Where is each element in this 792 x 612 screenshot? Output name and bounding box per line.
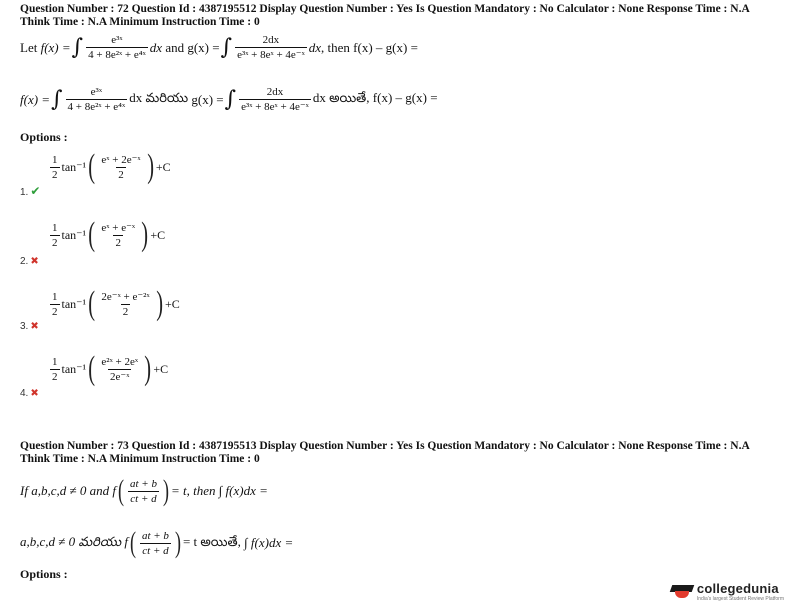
option-4-num-text: 4. [20,388,29,399]
kn-q73-rparen: ) [174,526,181,559]
option-4-rparen: ) [144,350,152,387]
option-3-func: tan⁻¹ [61,296,87,311]
option-2-number [20,256,39,267]
kn-g-label: g(x) = [191,91,224,107]
option-3-lparen: ( [88,285,96,322]
question-72-regional [20,86,438,113]
kn-integral-text: ∫ f(x)dx = [244,535,294,550]
q73-denominator: ct + d [130,492,157,505]
option-4-coef-den: 2 [52,370,58,383]
check-icon: ✔ [30,184,41,198]
g-numerator: 2dx [262,34,280,46]
option-2-coef-den: 2 [52,236,58,249]
kn-f-label: f(x) = [20,91,51,107]
kn-q73-lparen: ( [129,526,136,559]
kn-g-denominator: e³ˣ + 8eˣ + 4e⁻ˣ [241,101,309,113]
g-denominator: e³ˣ + 8eˣ + 4e⁻ˣ [237,49,305,61]
option-3-fraction [99,291,151,318]
kn-f-fraction [66,86,128,113]
option-2-coef-num: 1 [52,221,58,234]
kn-q73-numerator: at + b [141,529,169,542]
q73-rparen: ) [162,474,169,507]
dx-text: dx [149,39,163,55]
cross-icon: ✖ [30,256,39,267]
then-text: , then f(x) – g(x) = [321,39,418,55]
q73-options-label: Options : [20,567,68,581]
option-2-lparen: ( [88,216,96,253]
kn-f-numerator: e³ˣ [90,86,103,98]
option-1-lparen: ( [88,148,96,185]
option-4-fraction [99,356,140,383]
q73-numerator: at + b [129,477,157,490]
option-2-constant: +C [150,227,166,242]
question-72-english [20,34,418,61]
option-2-denominator: 2 [115,236,121,249]
option-3-constant: +C [165,296,180,311]
option-3-number [20,321,39,332]
option-2-func: tan⁻¹ [61,227,87,242]
cross-icon: ✖ [30,388,39,399]
if-text: If a,b,c,d ≠ 0 and f [20,483,116,498]
option-1-num-text: 1. [20,187,29,198]
logo-name: collegedunia [696,581,779,596]
option-4-func: tan⁻¹ [61,361,87,376]
q73-lparen: ( [117,474,124,507]
option-3-rparen: ) [155,285,163,322]
f-denominator: 4 + 8e²ˣ + e⁴ˣ [88,49,146,61]
option-2-numerator: eˣ + e⁻ˣ [101,221,136,234]
kn-g-numerator: 2dx [266,86,284,98]
option-1-number [20,184,40,198]
option-4-number [20,388,39,399]
kn-f-denominator: 4 + 8e²ˣ + e⁴ˣ [67,101,126,113]
kn-and-text: dx మరియు [129,90,189,105]
g-fraction [235,34,307,61]
cross-icon: ✖ [30,321,39,332]
option-1-constant: +C [155,159,171,174]
option-1-coef-num: 1 [52,153,58,166]
option-4-coef-num: 1 [52,355,58,368]
question-73-header: Question Number : 73 Question Id : 4387195513 Display Question Number : Yes Is Question Mandatory : No Calculator : None Response Time : N.A Think Time : N.A Minimum Instruction Time : 0 [20,440,750,465]
collegedunia-logo [670,581,784,602]
option-1-numerator: eˣ + 2e⁻ˣ [101,153,141,166]
option-1-denominator: 2 [118,168,124,181]
question-73-regional [20,526,293,560]
option-2-fraction [99,222,137,249]
option-3-numerator: 2e⁻ˣ + e⁻²ˣ [101,290,150,303]
option-4-lparen: ( [88,350,96,387]
option-3-coef-num: 1 [52,290,58,303]
kn-start-text: a,b,c,d ≠ 0 మరియు f [20,533,128,549]
option-3-num-text: 3. [20,321,29,332]
graduation-cap-icon [670,583,694,601]
option-1-func: tan⁻¹ [61,159,87,174]
options-label: Options : [20,130,68,144]
g-label: g(x) = [187,39,220,55]
q73-fraction [128,478,159,505]
question-73-english [20,474,268,508]
option-2-rparen: ) [141,216,149,253]
and-text: and [165,39,185,55]
kn-integral-sign: ∫ [51,86,63,112]
then-text: = t, then [170,483,216,498]
integral-sign: ∫ [71,34,84,60]
kn-g-fraction [239,86,311,113]
question-72-header: Question Number : 72 Question Id : 4387195512 Display Question Number : Yes Is Question Mandatory : No Calculator : None Response Time : N.A Think Time : N.A Minimum Instruction Time : 0 [20,3,750,28]
kn-tail-text: dx అయితే, f(x) – g(x) = [312,90,438,105]
f-numerator: e³ˣ [111,34,123,46]
dx-text-2: dx [308,39,322,55]
let-text: Let [20,39,38,55]
option-4-constant: +C [153,361,169,376]
kn-q73-denominator: ct + d [142,544,169,557]
f-label: f(x) = [40,39,71,55]
kn-integral-sign-2: ∫ [224,86,237,112]
option-3-coef-den: 2 [52,305,58,318]
option-2-num-text: 2. [20,256,29,267]
option-3-denominator: 2 [122,305,129,318]
option-1-rparen: ) [146,148,154,185]
option-1-fraction [99,154,142,181]
option-1-coef-den: 2 [52,168,58,181]
option-4-denominator: 2e⁻ˣ [110,370,130,383]
integral-sign-2: ∫ [220,34,233,60]
kn-q73-fraction [140,530,171,557]
kn-mid-text: = t అయితే, [182,533,241,549]
integral-text: ∫ f(x)dx = [218,483,268,498]
logo-tagline: India's largest Student Review Platform [696,596,784,602]
option-4-numerator: e²ˣ + 2eˣ [101,355,139,368]
f-fraction [86,34,148,61]
